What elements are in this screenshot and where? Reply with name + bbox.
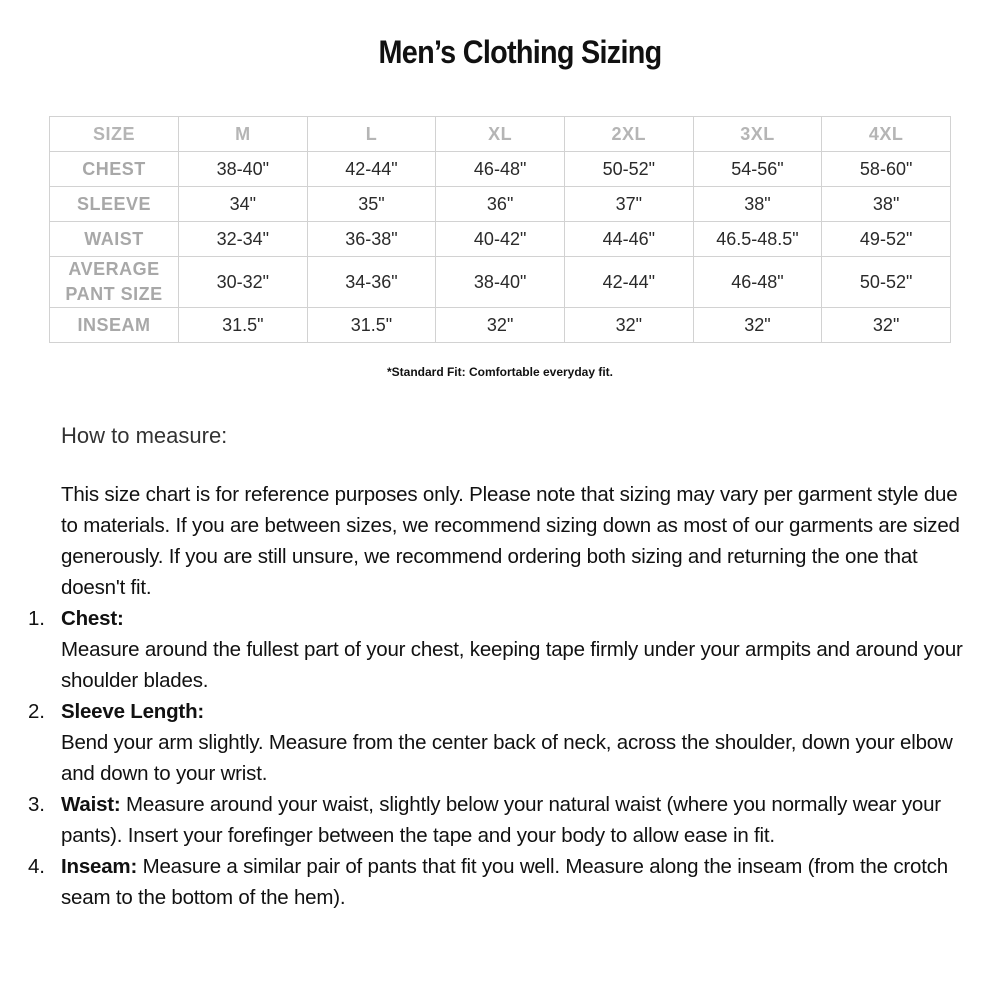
header-cell-4xl: 4XL <box>822 117 951 152</box>
table-cell: 42-44" <box>307 152 436 187</box>
row-label-line: AVERAGE <box>68 259 160 279</box>
step-text: Bend your arm slightly. Measure from the center back of neck, across the shoulder, down your elbow and down to your wrist. <box>61 731 953 785</box>
table-cell: 40-42" <box>436 222 565 257</box>
table-cell: 32" <box>436 308 565 343</box>
size-chart-table <box>49 116 951 343</box>
header-cell-2xl: 2XL <box>564 117 693 152</box>
row-label-waist: WAIST <box>50 222 179 257</box>
table-cell: 46-48" <box>436 152 565 187</box>
step-text: Measure a similar pair of pants that fit you well. Measure along the inseam (from the crotch seam to the bottom of the hem). <box>61 855 948 909</box>
row-label-inseam: INSEAM <box>50 308 179 343</box>
step-number: 3. <box>28 793 45 816</box>
table-cell: 32-34" <box>179 222 308 257</box>
header-cell-3xl: 3XL <box>693 117 822 152</box>
table-cell: 37" <box>564 187 693 222</box>
table-cell: 34" <box>179 187 308 222</box>
step-label: Sleeve Length: <box>61 700 205 723</box>
fit-footnote: *Standard Fit: Comfortable everyday fit. <box>386 365 614 379</box>
list-item <box>28 696 966 789</box>
table-row-sleeve <box>50 187 951 222</box>
table-row-waist <box>50 222 951 257</box>
table-cell: 54-56" <box>693 152 822 187</box>
header-cell-m: M <box>179 117 308 152</box>
table-cell: 49-52" <box>822 222 951 257</box>
table-row-chest <box>50 152 951 187</box>
row-label-line: PANT SIZE <box>65 284 163 304</box>
table-cell: 38-40" <box>436 257 565 308</box>
table-cell: 46.5-48.5" <box>693 222 822 257</box>
table-cell: 31.5" <box>307 308 436 343</box>
table-cell: 32" <box>693 308 822 343</box>
row-label-average-pant-size <box>50 257 179 308</box>
step-number: 1. <box>28 607 45 630</box>
header-cell-xl: XL <box>436 117 565 152</box>
table-row-inseam <box>50 308 951 343</box>
header-cell-size: SIZE <box>50 117 179 152</box>
list-item <box>28 603 966 696</box>
table-cell: 38" <box>693 187 822 222</box>
table-cell: 44-46" <box>564 222 693 257</box>
list-item <box>28 851 966 913</box>
table-cell: 34-36" <box>307 257 436 308</box>
table-cell: 31.5" <box>179 308 308 343</box>
table-cell: 36-38" <box>307 222 436 257</box>
table-cell: 58-60" <box>822 152 951 187</box>
table-cell: 35" <box>307 187 436 222</box>
table-cell: 42-44" <box>564 257 693 308</box>
step-label: Waist: <box>61 793 121 816</box>
table-cell: 30-32" <box>179 257 308 308</box>
table-cell: 38-40" <box>179 152 308 187</box>
table-row-average-pant-size <box>50 257 951 308</box>
step-label: Inseam: <box>61 855 138 878</box>
how-to-measure-heading: How to measure: <box>61 423 228 448</box>
step-label: Chest: <box>61 607 124 630</box>
step-text: Measure around your waist, slightly below your natural waist (where you normally wear your pants). Insert your forefinger between the tape and your body to allow ease in fit. <box>61 793 941 847</box>
header-cell-l: L <box>307 117 436 152</box>
step-number: 2. <box>28 700 45 723</box>
list-item <box>28 789 966 851</box>
row-label-chest: CHEST <box>50 152 179 187</box>
table-cell: 32" <box>822 308 951 343</box>
table-cell: 36" <box>436 187 565 222</box>
table-cell: 50-52" <box>822 257 951 308</box>
step-number: 4. <box>28 855 45 878</box>
how-to-measure-intro: This size chart is for reference purposes only. Please note that sizing may vary per garment style due to materials. If you are between sizes, we recommend sizing down as most of our garments are sized generously. If you are still unsure, we recommend ordering both sizing and returning the one that doesn't fit. <box>61 483 960 599</box>
page-title: Men’s Clothing Sizing <box>378 34 662 70</box>
step-text: Measure around the fullest part of your chest, keeping tape firmly under your armpits and around your shoulder blades. <box>61 638 963 692</box>
measure-steps-list <box>28 603 966 913</box>
table-cell: 50-52" <box>564 152 693 187</box>
row-label-sleeve: SLEEVE <box>50 187 179 222</box>
table-header-row <box>50 117 951 152</box>
table-cell: 32" <box>564 308 693 343</box>
table-cell: 46-48" <box>693 257 822 308</box>
table-cell: 38" <box>822 187 951 222</box>
